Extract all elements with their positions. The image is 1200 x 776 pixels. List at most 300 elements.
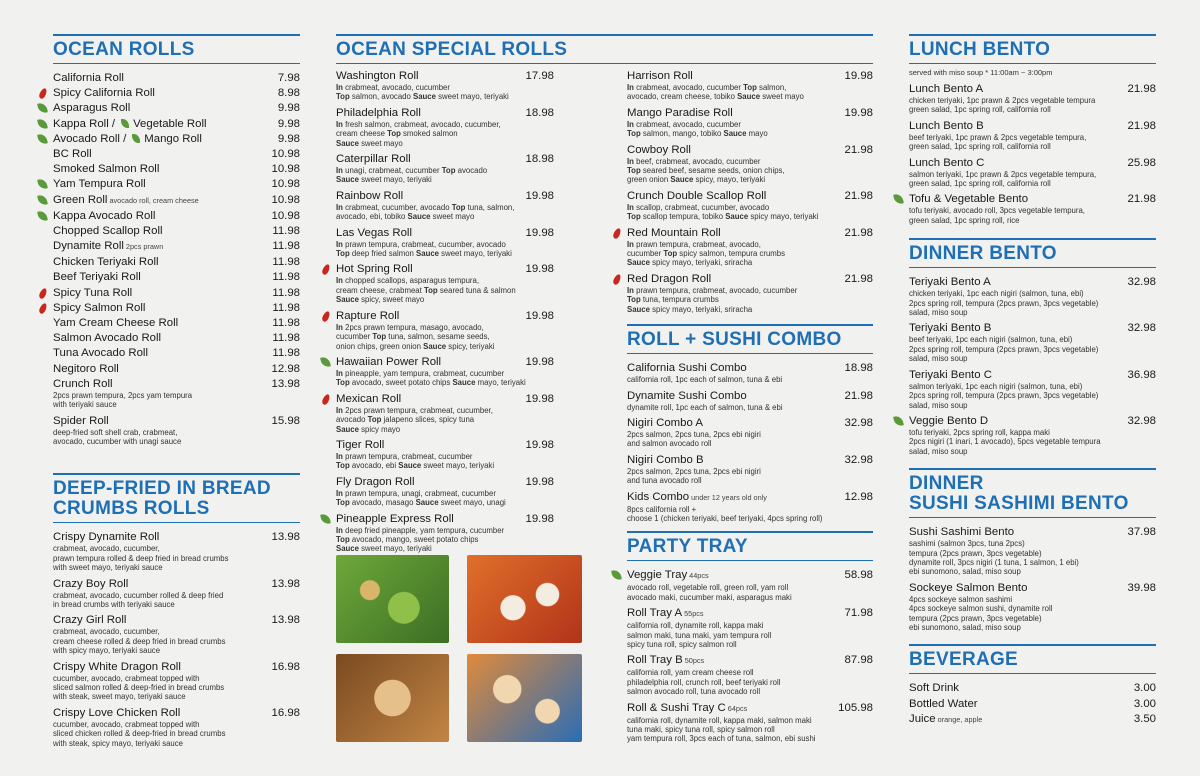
menu-item — [336, 189, 554, 222]
menu-item-price: 36.98 — [1127, 368, 1156, 381]
menu-item-description: In prawn tempura, crabmeat, avocado, cucumber Top tuna, tempura crumbs Sauce spicy mayo, teriyaki, sriracha — [627, 285, 798, 314]
section-title-ocean-special: OCEAN SPECIAL ROLLS — [336, 34, 873, 64]
menu-item — [909, 712, 1156, 727]
menu-item-description: In crabmeat, avocado, cucumber Top salmon, avocado Sauce sweet mayo, teriyaki — [336, 83, 509, 102]
ocean-special-left — [336, 69, 554, 558]
menu-item-row — [53, 706, 300, 720]
menu-item-name — [909, 156, 984, 170]
menu-item — [909, 525, 1156, 577]
spicy-pepper-icon — [321, 393, 331, 406]
item-name: Negitoro Roll — [53, 362, 119, 375]
menu-item-row — [627, 453, 873, 467]
menu-item-price: 11.98 — [272, 271, 300, 284]
menu-item-price: 10.98 — [271, 163, 300, 176]
vegetarian-leaf-icon — [37, 103, 48, 114]
menu-item-description: beef teriyaki, 1pc each nigiri (salmon, tuna, ebi) 2pcs spring roll, tempura (2pcs prawn, 3pcs vegetable) salad, miso soup — [909, 335, 1099, 364]
item-name: Teriyaki Bento A — [909, 276, 991, 289]
menu-item-row — [336, 226, 554, 240]
menu-item-name — [53, 660, 181, 674]
ocean-rolls-list — [53, 71, 300, 446]
menu-item — [627, 701, 873, 744]
menu-item-row — [53, 101, 300, 115]
menu-item — [53, 193, 300, 208]
menu-item-name — [627, 606, 704, 621]
menu-item-price: 87.98 — [844, 654, 873, 667]
item-name: Roll & Sushi Tray C — [627, 701, 726, 714]
menu-item-row — [53, 377, 300, 391]
menu-item-price: 18.98 — [525, 106, 554, 119]
menu-item-row — [53, 346, 300, 360]
item-name: Crazy Girl Roll — [53, 614, 127, 627]
menu-item-price: 12.98 — [271, 362, 300, 375]
menu-item — [53, 162, 300, 176]
menu-item-name — [53, 86, 155, 100]
menu-item-description: In scallop, crabmeat, cucumber, avocado Top scallop tempura, tobiko Sauce spicy mayo, teriyaki — [627, 202, 819, 222]
menu-item-price: 21.98 — [844, 143, 873, 156]
menu-item-description: salmon teriyaki, 1pc each nigiri (salmon, tuna, ebi) 2pcs spring roll, tempura (2pcs prawn, 3pcs vegetable) salad, miso soup — [909, 381, 1099, 410]
menu-item-row — [53, 147, 300, 161]
sushi-roll-photo — [467, 555, 582, 643]
item-name: Bottled Water — [909, 697, 978, 710]
menu-item-name — [53, 331, 161, 345]
menu-item-row — [53, 286, 300, 300]
menu-item-price: 12.98 — [844, 490, 873, 503]
menu-item-name — [53, 414, 109, 428]
menu-item-description: In crabmeat, cucumber, avocado Top tuna, salmon, avocado, ebi, tobiko Sauce sweet mayo — [336, 202, 515, 222]
menu-item-price: 19.98 — [525, 438, 554, 451]
menu-item-name — [53, 177, 146, 191]
menu-item-price: 11.98 — [272, 240, 300, 253]
menu-item-name — [336, 226, 412, 240]
menu-item-description: california roll, yam cream cheese roll philadelphia roll, crunch roll, beef teriyaki roll salmon avocado roll, tuna avocado roll — [627, 668, 781, 697]
menu-item-price: 19.98 — [525, 392, 554, 405]
menu-item-description: tofu teriyaki, avocado roll, 3pcs vegetable tempura, green salad, 1pc spring roll, rice — [909, 206, 1085, 225]
vegetarian-leaf-icon — [37, 118, 48, 129]
menu-item-price: 21.98 — [844, 226, 873, 239]
menu-item-row — [627, 143, 873, 157]
menu-item — [909, 697, 1156, 711]
item-name: Tiger Roll — [336, 438, 385, 451]
menu-item-name — [627, 189, 766, 203]
menu-item-description: crabmeat, avocado, cucumber, cream cheese rolled & deep fried in bread crumbs with spicy mayo, teriyaki sauce — [53, 627, 226, 656]
menu-item-row — [909, 82, 1156, 96]
menu-item-price: 21.98 — [1127, 83, 1156, 95]
menu-item-row — [336, 309, 554, 323]
menu-item-name — [53, 301, 145, 315]
menu-item — [909, 368, 1156, 410]
menu-item-price: 10.98 — [271, 178, 300, 191]
menu-item-name — [53, 209, 155, 223]
item-name: Caterpillar Roll — [336, 153, 411, 166]
menu-item-name — [53, 132, 202, 146]
menu-item-price: 9.98 — [277, 132, 300, 145]
menu-item-name — [53, 286, 132, 300]
menu-item — [336, 512, 554, 554]
column-ocean-rolls — [53, 34, 300, 752]
menu-item-row — [53, 331, 300, 345]
menu-item-description: 2pcs prawn tempura, 2pcs yam tempura with teriyaki sauce — [53, 390, 193, 410]
item-name: Spicy California Roll — [53, 87, 155, 100]
menu-item-description: In pineapple, yam tempura, crabmeat, cucumber Top avocado, sweet potato chips Sauce mayo, teriyaki — [336, 368, 526, 388]
menu-item — [53, 209, 300, 223]
menu-item-price: 19.98 — [525, 189, 554, 202]
menu-item-name — [53, 162, 159, 176]
ocean-special-right — [627, 69, 873, 748]
menu-item-row — [627, 416, 873, 430]
menu-item-description: In 2pcs prawn tempura, crabmeat, cucumber, avocado Top jalapeno slices, spicy tuna Sauce spicy mayo — [336, 405, 493, 434]
menu-item-name — [627, 143, 691, 157]
menu-item-description: In crabmeat, avocado, cucumber Top salmon, avocado, cream cheese, tobiko Sauce sweet mayo — [627, 83, 804, 102]
menu-item-price: 21.98 — [844, 189, 873, 202]
item-name: Asparagus Roll — [53, 102, 131, 115]
menu-item — [53, 331, 300, 345]
menu-item-row — [627, 701, 873, 716]
menu-item-description: In 2pcs prawn tempura, masago, avocado, cucumber Top tuna, salmon, sesame seeds, onion chips, green onion Sauce spicy, teriyaki — [336, 322, 495, 351]
menu-item-name — [909, 368, 992, 382]
vegetarian-leaf-icon — [893, 194, 904, 205]
vegetarian-leaf-icon — [611, 570, 622, 581]
menu-item-price: 21.98 — [1127, 193, 1156, 206]
menu-item-price: 11.98 — [272, 224, 300, 237]
menu-item — [627, 416, 873, 449]
menu-item-row — [909, 368, 1156, 382]
menu-item-name — [627, 453, 704, 467]
menu-item-price: 16.98 — [271, 706, 300, 719]
menu-item-description: cucumber, avocado, crabmeat topped with sliced salmon rolled & deep-fried in bread crumbs with steak, sweet mayo, teriyaki sauce — [53, 673, 225, 702]
menu-item-name — [53, 346, 148, 360]
section-title-sashimi: DINNER SUSHI SASHIMI BENTO — [909, 468, 1156, 518]
dinner-list — [909, 275, 1156, 456]
item-name: Chopped Scallop Roll — [53, 224, 163, 237]
menu-item-description: In unagi, crabmeat, cucumber Top avocado Sauce sweet mayo, teriyaki — [336, 166, 488, 185]
menu-item-row — [53, 239, 300, 254]
item-note: 55pcs — [682, 609, 704, 619]
menu-item — [53, 270, 300, 284]
menu-item — [53, 346, 300, 360]
item-name: Lunch Bento C — [909, 156, 985, 169]
menu-item — [336, 355, 554, 388]
menu-item — [53, 414, 300, 447]
item-name: Chicken Teriyaki Roll — [53, 256, 159, 269]
item-name: Washington Roll — [336, 70, 419, 82]
menu-item-row — [53, 255, 300, 269]
menu-item-row — [336, 189, 554, 203]
menu-item-name — [627, 361, 747, 375]
ocean-special-right-list — [627, 69, 873, 314]
item-name: Roll Tray A — [627, 607, 683, 620]
vegetarian-leaf-icon — [121, 119, 129, 128]
item-name: Beef Teriyaki Roll — [53, 271, 141, 284]
menu-item-name — [627, 106, 733, 120]
menu-item-price: 11.98 — [272, 317, 300, 329]
item-name: Dynamite Sushi Combo — [627, 389, 747, 402]
item-name: Rapture Roll — [336, 309, 400, 322]
menu-item-name — [336, 475, 415, 489]
menu-item-name — [53, 270, 141, 284]
menu-item-price: 13.98 — [271, 531, 300, 544]
menu-item-row — [627, 106, 873, 120]
menu-item-price: 11.98 — [272, 332, 300, 345]
menu-item-row — [627, 389, 873, 403]
spicy-pepper-icon — [321, 310, 331, 323]
vegetarian-leaf-icon — [132, 134, 140, 143]
menu-item-price: 21.98 — [1127, 119, 1156, 132]
menu-item — [909, 581, 1156, 633]
item-note: avocado roll, cream cheese — [107, 195, 199, 205]
menu-item — [53, 301, 300, 315]
menu-item-price: 10.98 — [271, 193, 300, 206]
menu-item-row — [909, 192, 1156, 206]
menu-item — [627, 143, 873, 185]
item-name: Smoked Salmon Roll — [53, 163, 160, 176]
item-name: Sockeye Salmon Bento — [909, 581, 1028, 594]
deep-fried-list — [53, 530, 300, 748]
item-name: Crazy Boy Roll — [53, 577, 129, 590]
section-title-lunch: LUNCH BENTO — [909, 34, 1156, 64]
menu-item-price: 58.98 — [844, 569, 873, 582]
item-name: Pineapple Express Roll — [336, 512, 454, 525]
section-title-ocean-rolls: OCEAN ROLLS — [53, 34, 300, 64]
menu-item-name — [336, 355, 441, 369]
spicy-pepper-icon — [612, 273, 622, 286]
menu-item-name — [627, 701, 747, 716]
menu-item-name — [53, 362, 119, 376]
item-name: Spider Roll — [53, 414, 109, 427]
vegetarian-leaf-icon — [37, 210, 48, 221]
menu-item-name — [909, 119, 984, 133]
menu-item-name — [909, 82, 983, 96]
menu-item-name — [53, 377, 113, 391]
menu-item-description: In prawn tempura, crabmeat, cucumber, avocado Top deep fried salmon Sauce sweet mayo, teriyaki — [336, 239, 512, 259]
item-name-alt: Mango Roll — [144, 132, 202, 145]
menu-item-description: tofu teriyaki, 2pcs spring roll, kappa maki 2pcs nigiri (1 inari, 1 avocado), 5pcs vegetable tempura salad, miso soup — [909, 427, 1101, 456]
menu-item-name — [336, 106, 421, 120]
item-name: California Roll — [53, 72, 124, 84]
menu-item — [53, 377, 300, 410]
menu-item-description: deep-fried soft shell crab, crabmeat, avocado, cucumber with unagi sauce — [53, 427, 182, 446]
item-note: 64pcs — [725, 703, 748, 713]
menu-item — [53, 224, 300, 238]
menu-item — [53, 177, 300, 191]
menu-item — [53, 132, 300, 146]
menu-item-row — [53, 301, 300, 315]
menu-item-name — [909, 321, 991, 335]
menu-item — [909, 82, 1156, 115]
menu-item-row — [627, 653, 873, 668]
menu-item-name — [627, 490, 767, 505]
item-name: Rainbow Roll — [336, 189, 404, 202]
item-note: 2pcs prawn — [123, 242, 164, 252]
menu-item — [53, 117, 300, 131]
menu-item-description: chicken teriyaki, 1pc each nigiri (salmon, tuna, ebi) 2pcs spring roll, tempura (2pcs prawn, 3pcs vegetable) salad, miso soup — [909, 289, 1099, 318]
menu-item-description: crabmeat, avocado, cucumber, prawn tempura rolled & deep fried in bread crumbs with sweet mayo, teriyaki sauce — [53, 544, 229, 573]
menu-item-price: 19.98 — [525, 512, 554, 525]
menu-item — [53, 86, 300, 100]
menu-item — [53, 530, 300, 572]
item-name: Lunch Bento A — [909, 83, 984, 95]
menu-item-price: 32.98 — [1127, 276, 1156, 289]
menu-item-price: 13.98 — [271, 377, 300, 390]
menu-item-name — [627, 389, 747, 403]
menu-item — [336, 69, 554, 102]
item-note: orange, apple — [935, 714, 983, 724]
menu-item-row — [627, 490, 873, 505]
item-name: Philadelphia Roll — [336, 106, 421, 119]
menu-item-name — [909, 192, 1028, 206]
ocean-special-left-list — [336, 69, 554, 554]
menu-item-name — [909, 414, 988, 428]
section-title-deep-fried: DEEP-FRIED IN BREAD CRUMBS ROLLS — [53, 473, 300, 523]
menu-item-price: 37.98 — [1127, 526, 1156, 539]
menu-item-description: 4pcs sockeye salmon sashimi 4pcs sockeye salmon sushi, dynamite roll tempura (2pcs prawn, 3pcs vegetable) ebi sunomono, salad, miso soup — [909, 594, 1053, 632]
menu-item-row — [909, 712, 1156, 727]
item-name: Roll Tray B — [627, 654, 683, 667]
section-title-combo: ROLL + SUSHI COMBO — [627, 324, 873, 354]
menu-item-price: 71.98 — [844, 607, 873, 620]
menu-item — [909, 414, 1156, 456]
menu-item-row — [53, 316, 300, 330]
item-name: Kappa Avocado Roll — [53, 209, 156, 222]
menu-item-price: 15.98 — [271, 414, 300, 427]
menu-item-name — [627, 416, 703, 430]
menu-item — [336, 226, 554, 259]
column-ocean-special — [336, 34, 873, 71]
menu-item — [909, 119, 1156, 152]
menu-item — [627, 653, 873, 696]
sushi-roll-photo — [336, 654, 449, 742]
item-name: Teriyaki Bento B — [909, 322, 992, 335]
menu-item-name — [909, 697, 978, 711]
menu-item — [53, 660, 300, 702]
menu-item-description: In fresh salmon, crabmeat, avocado, cucumber, cream cheese Top smoked salmon Sauce sweet mayo — [336, 119, 501, 148]
menu-item — [627, 69, 873, 102]
sushi-roll-photo — [467, 654, 582, 742]
menu-item-row — [909, 119, 1156, 133]
menu-item-name — [627, 226, 721, 240]
menu-item-price: 11.98 — [272, 286, 300, 299]
menu-item-price: 16.98 — [271, 660, 300, 673]
menu-item-name — [53, 706, 180, 720]
item-name: Spicy Salmon Roll — [53, 301, 146, 314]
menu-item-row — [53, 193, 300, 208]
menu-item-description: salmon teriyaki, 1pc prawn & 2pcs vegetable tempura, green salad, 1pc spring roll, california roll — [909, 169, 1097, 189]
menu-item-description: beef teriyaki, 1pc prawn & 2pcs vegetable tempura, green salad, 1pc spring roll, california roll — [909, 132, 1087, 152]
spicy-pepper-icon — [38, 302, 48, 315]
menu-item — [336, 438, 554, 471]
menu-item-name — [627, 69, 693, 83]
menu-item-price: 3.00 — [1133, 682, 1156, 695]
menu-item — [627, 189, 873, 222]
item-name: Avocado Roll / — [53, 132, 127, 145]
menu-item-row — [336, 262, 554, 276]
section-title-beverage: BEVERAGE — [909, 644, 1156, 674]
item-name: Green Roll — [53, 193, 108, 206]
item-name: Crispy Love Chicken Roll — [53, 706, 181, 719]
menu-item-row — [53, 132, 300, 146]
vegetarian-leaf-icon — [320, 356, 331, 367]
menu-item — [627, 606, 873, 649]
menu-item-name — [909, 712, 982, 727]
menu-item-name — [336, 392, 401, 406]
item-name: Crispy White Dragon Roll — [53, 660, 181, 673]
menu-item-price: 19.98 — [525, 226, 554, 239]
menu-item — [53, 362, 300, 376]
item-name: Hawaiian Power Roll — [336, 355, 442, 368]
menu-item-row — [627, 606, 873, 621]
menu-item-row — [909, 525, 1156, 539]
lunch-subtitle: served with miso soup * 11:00am ~ 3:00pm — [909, 68, 1053, 77]
menu-item — [627, 272, 873, 314]
menu-item — [627, 490, 873, 524]
beverage-list — [909, 681, 1156, 726]
item-name: Yam Tempura Roll — [53, 178, 146, 191]
menu-item-description: In deep fried pineapple, yam tempura, cucumber Top avocado, mango, sweet potato chips Sauce sweet mayo, teriyaki — [336, 525, 505, 554]
spicy-pepper-icon — [38, 87, 48, 100]
menu-item — [53, 316, 300, 330]
menu-item-description: 2pcs salmon, 2pcs tuna, 2pcs ebi nigiri and tuna avocado roll — [627, 466, 761, 486]
item-name: Veggie Tray — [627, 569, 688, 582]
item-name: Crunch Roll — [53, 377, 113, 390]
item-name: Teriyaki Bento C — [909, 368, 992, 381]
menu-item — [627, 568, 873, 602]
lunch-list — [909, 82, 1156, 225]
menu-item-description: In prawn tempura, crabmeat, cucumber Top avocado, ebi Sauce sweet mayo, teriyaki — [336, 451, 495, 471]
menu-item — [53, 286, 300, 300]
menu-item-row — [336, 438, 554, 452]
menu-item-price: 8.98 — [277, 87, 300, 100]
menu-item-price: 3.00 — [1133, 697, 1156, 710]
item-name: Las Vegas Roll — [336, 226, 412, 239]
spicy-pepper-icon — [612, 227, 622, 240]
vegetarian-leaf-icon — [37, 133, 48, 144]
menu-item-row — [627, 568, 873, 583]
menu-item — [909, 321, 1156, 363]
menu-item-row — [909, 697, 1156, 711]
menu-item — [627, 453, 873, 486]
menu-item-name — [53, 101, 130, 115]
menu-item-row — [53, 117, 300, 131]
menu-item-row — [53, 613, 300, 627]
menu-item-row — [909, 681, 1156, 695]
menu-item-row — [909, 414, 1156, 428]
menu-item-name — [53, 577, 128, 591]
menu-item-row — [53, 414, 300, 428]
menu-item-row — [53, 71, 300, 85]
menu-item-description: dynamite roll, 1pc each of salmon, tuna & ebi — [627, 402, 783, 412]
menu-item-row — [53, 577, 300, 591]
menu-item-name — [627, 568, 709, 583]
menu-item-description: In prawn tempura, crabmeat, avocado, cucumber Top spicy salmon, tempura crumbs Sauce spicy mayo, teriyaki, sriracha — [627, 239, 786, 268]
menu-item-description: avocado roll, vegetable roll, green roll, yam roll avocado maki, cucumber maki, asparagus maki — [627, 583, 792, 602]
menu-item-row — [336, 355, 554, 369]
menu-item-price: 19.98 — [844, 70, 873, 82]
menu-item-price: 19.98 — [525, 475, 554, 488]
menu-item-row — [336, 512, 554, 526]
menu-item-name — [627, 653, 704, 668]
section-title-dinner: DINNER BENTO — [909, 238, 1156, 268]
menu-item-row — [336, 106, 554, 120]
menu-item — [909, 156, 1156, 189]
menu-item-price: 39.98 — [1127, 581, 1156, 594]
menu-item-row — [53, 86, 300, 100]
item-name: Kids Combo — [627, 490, 690, 503]
menu-item-name — [53, 147, 92, 161]
menu-item-price: 18.98 — [525, 153, 554, 166]
menu-item-row — [909, 321, 1156, 335]
menu-item — [336, 475, 554, 508]
menu-item-row — [627, 69, 873, 83]
menu-item-name — [53, 117, 207, 131]
